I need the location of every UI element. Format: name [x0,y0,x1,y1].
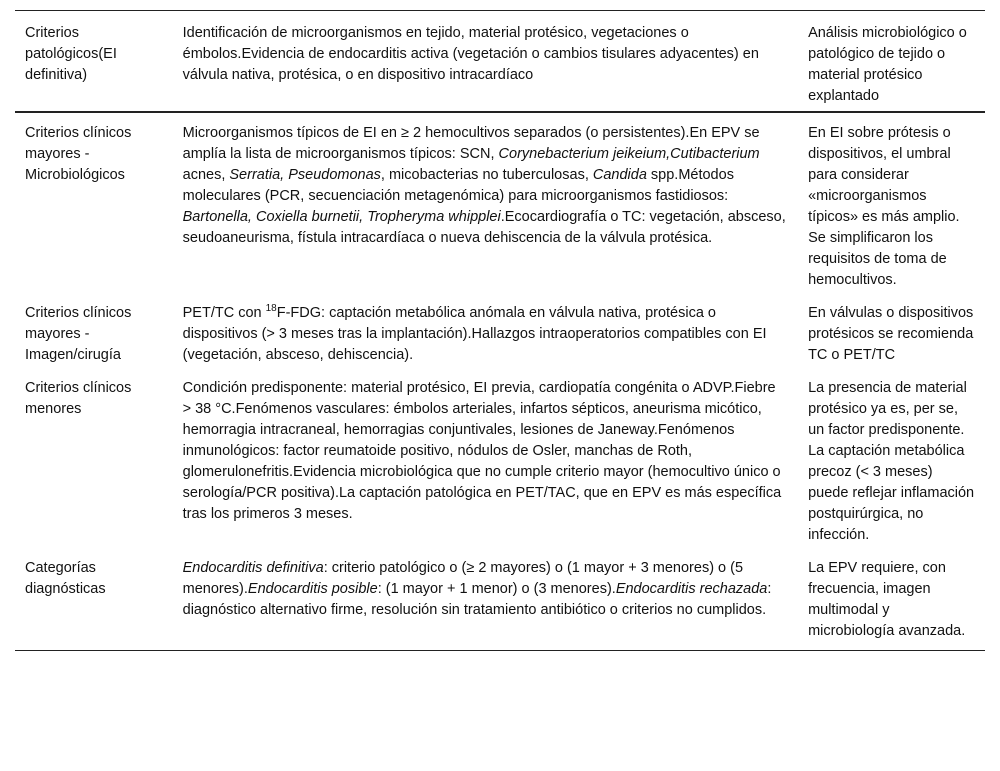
note-cell: Análisis microbiológico o patológico de tejido o material protésico explantado [798,11,985,113]
note-cell: La EPV requiere, con frecuencia, imagen multimodal y microbiología avanzada. [798,548,985,651]
definition-cell: Microorganismos típicos de EI en ≥ 2 hemocultivos separados (o persistentes).En EPV se amplía la lista de microorganismos típicos: SCN, Corynebacterium jeikeium,Cutibacterium acnes, Serratia, Pseudomonas, micobacterias no tuberculosas, Candida spp.Métodos moleculares (PCR, secuenciación metagenómica) para microorganismos fastidiosos: Bartonella, Coxiella burnetii, Tropheryma whipplei.Ecocardiografía o TC: vegetación, absceso, seudoaneurisma, fístula intracardíaca o nueva dehiscencia de la válvula protésica. [182,125,786,246]
note-cell: La presencia de material protésico ya es, per se, un factor predisponente. La captación metabólica precoz (< 3 meses) puede reflejar inflamación postquirúrgica, no infección. [808,380,975,543]
table-row [15,548,985,651]
table-row [15,368,985,548]
note-cell: En EI sobre prótesis o dispositivos, el umbral para considerar «microorganismos típicos» es más amplio. Se simplificaron los requisitos de toma de hemocultivos. [808,125,960,288]
criterion-cell: Criterios clínicos mayores - Microbiológicos [25,125,132,183]
table-row [15,293,985,368]
criterion-cell: Criterios clínicos mayores - Imagen/cirugía [25,305,132,363]
criterion-cell: Criterios clínicos menores [25,380,132,417]
definition-cell: Identificación de microorganismos en tejido, material protésico, vegetaciones o émbolos.Evidencia de endocarditis activa (vegetación o cambios tisulares adyacentes) en válvula nativa, protésica, o en dispositivo intracardíaco [173,11,798,113]
definition-cell: PET/TC con $^{18}$F-FDG: captación metabólica anómala en válvula nativa, protésica o dispositivos (> 3 meses tras la implantación).Hallazgos intraoperatorios compatibles con EI (vegetación, absceso, dehiscencia). [182,303,767,363]
table-row [15,11,985,113]
note-cell: En válvulas o dispositivos protésicos se recomienda TC o PET/TC [808,305,974,363]
definition-cell: Endocarditis definitiva: criterio patológico o (≥ 2 mayores) o (1 mayor + 3 menores) o (5 menores).Endocarditis posible: (1 mayor + 1 menor) o (3 menores).Endocarditis rechazada: diagnóstico alternativo firme, resolución sin tratamiento antibiótico o criterios no cumplidos. [173,548,798,651]
definition-cell: Condición predisponente: material protésico, EI previa, cardiopatía congénita o ADVP.Fiebre > 38 °C.Fenómenos vasculares: émbolos arteriales, infartos sépticos, aneurisma micótico, hemorragia intracraneal, hemorragias conjuntivales, lesiones de Janeway.Fenómenos inmunológicos: factor reumatoide positivo, nódulos de Osler, manchas de Roth, glomerulonefritis.Evidencia microbiológica que no cumple criterio mayor (hemocultivo único o serología/PCR positiva).La captación patológica en PET/TAC, que en EPV es más específica tras los primeros 3 meses. [182,380,782,522]
criteria-table [15,10,985,651]
table-row [15,112,985,293]
criterion-cell: Categorías diagnósticas [15,548,173,651]
criterion-cell: Criterios patológicos(EI definitiva) [15,11,173,113]
